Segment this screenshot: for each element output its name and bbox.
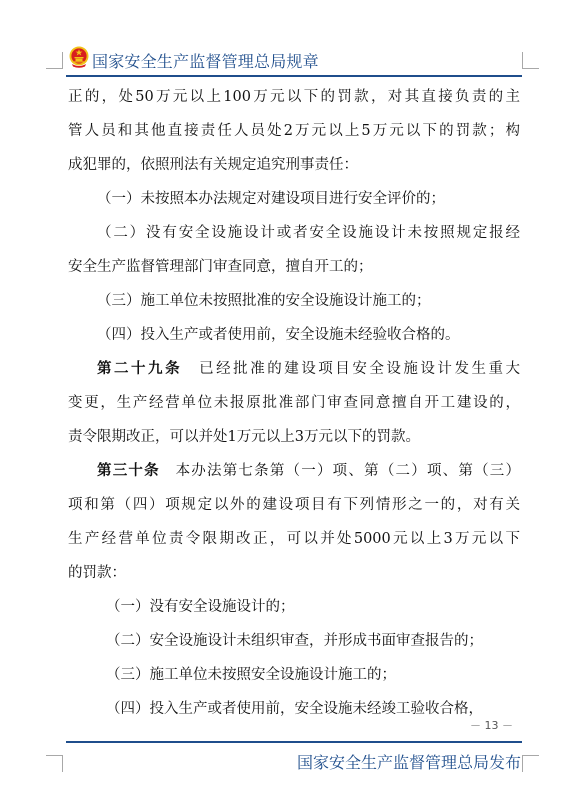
text-line: 责令限期改正，可以并处1万元以上3万元以下的罚款。 (68, 429, 420, 445)
list-item: （一）没有安全设施设计的； (106, 599, 295, 615)
text-line: 安全生产监督管理部门审查同意，擅自开工的； (68, 259, 373, 275)
crop-mark-bottom-right (522, 755, 539, 772)
list-item: （三）施工单位未按照安全设施设计施工的； (106, 667, 396, 683)
crop-mark-top-left (46, 52, 63, 69)
article-label: 第三十条 (97, 462, 160, 479)
text-line: 生产经营单位责令限期改正，可以并处5000元以上3万元以下 (68, 531, 520, 547)
footer-rule (66, 741, 522, 743)
text-line: 变更，生产经营单位未报原批准部门审查同意擅自开工建设的， (68, 395, 520, 411)
list-item: （二）没有安全设施设计或者安全设施设计未按照规定报经 (97, 225, 520, 241)
text-line: 管人员和其他直接责任人员处2万元以上5万元以下的罚款；构 (68, 123, 520, 139)
text-line: 成犯罪的，依照刑法有关规定追究刑事责任： (68, 157, 358, 173)
article-text: 本办法第七条第（一）项、第（二）项、第（三） (159, 463, 521, 479)
national-emblem-icon (69, 46, 89, 68)
article-label: 第二十九条 (97, 360, 183, 377)
text-line: 的罚款： (68, 565, 126, 581)
text-line: 项和第（四）项规定以外的建设项目有下列情形之一的，对有关 (68, 497, 520, 513)
list-item: （四）投入生产或者使用前，安全设施未经验收合格的。 (97, 327, 460, 343)
text-line: 正的，处50万元以上100万元以下的罚款，对其直接负责的主 (68, 89, 520, 105)
article-text: 已经批准的建设项目安全设施设计发生重大 (182, 361, 521, 377)
crop-mark-top-right (522, 52, 539, 69)
article-29-heading-line (68, 359, 520, 379)
list-item: （三）施工单位未按照批准的安全设施设计施工的； (97, 293, 431, 309)
page-number: － 13 － (470, 719, 513, 732)
list-item: （二）安全设施设计未组织审查，并形成书面审查报告的； (106, 633, 483, 649)
list-item: （四）投入生产或者使用前，安全设施未经竣工验收合格， (106, 701, 483, 717)
list-item: （一）未按照本办法规定对建设项目进行安全评价的； (97, 191, 445, 207)
header-title: 国家安全生产监督管理总局规章 (92, 52, 319, 71)
footer-publisher: 国家安全生产监督管理总局发布 (296, 753, 521, 772)
header-rule (66, 75, 522, 77)
article-30-heading-line (68, 461, 520, 481)
crop-mark-bottom-left (46, 755, 63, 772)
page-header (66, 40, 522, 74)
